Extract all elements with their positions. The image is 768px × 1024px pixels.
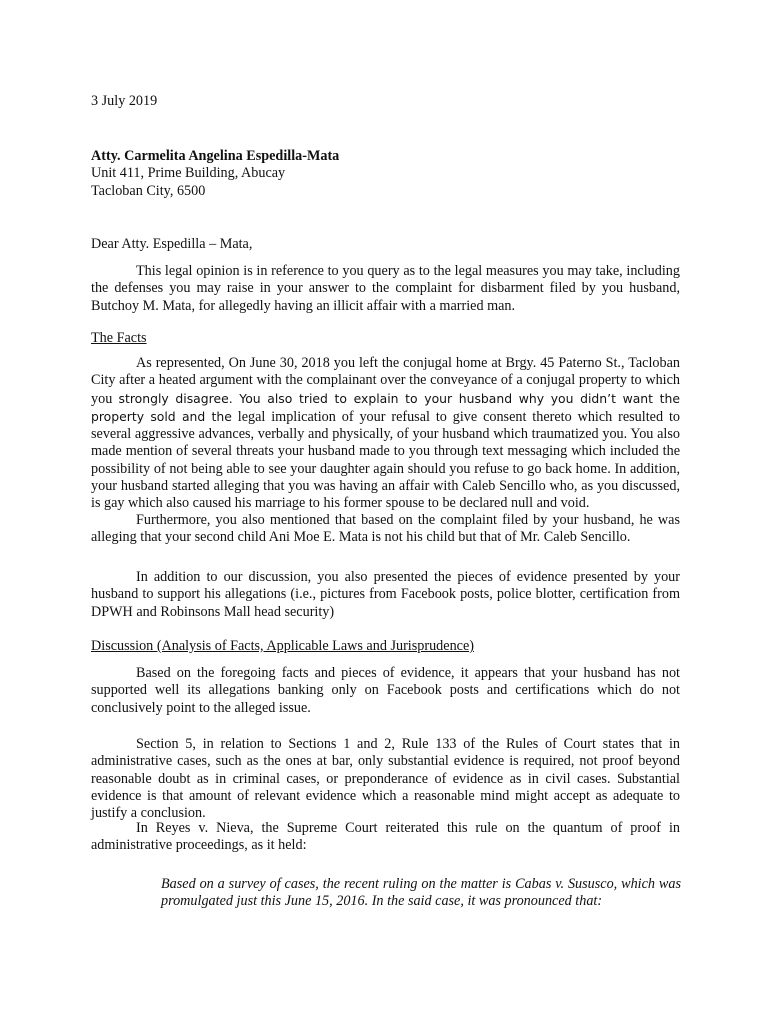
- recipient-address-line1: Unit 411, Prime Building, Abucay: [91, 165, 286, 182]
- discussion-paragraph-1: Based on the foregoing facts and pieces of evidence, it appears that your husband has not supported well its allegations banking only on Facebook posts and certifications which do not conclusively point to the alleged issue.: [91, 665, 680, 716]
- block-quote: Based on a survey of cases, the recent ruling on the matter is Cabas v. Sususco, which was promulgated just this June 15, 2016. In the said case, it was pronounced that:: [161, 876, 681, 910]
- discussion-heading: [91, 638, 680, 655]
- facts-heading-text: The Facts: [91, 330, 147, 346]
- discussion-heading-text: Discussion (Analysis of Facts, Applicable Laws and Jurisprudence): [91, 638, 474, 654]
- facts-paragraph-3: In addition to our discussion, you also presented the pieces of evidence presented by your husband to support his allegations (i.e., pictures from Facebook posts, police blotter, certification from DPWH and Robinsons Mall head security): [91, 569, 680, 620]
- facts-heading: [91, 330, 680, 347]
- discussion-paragraph-2: Section 5, in relation to Sections 1 and 2, Rule 133 of the Rules of Court states that in administrative cases, such as the ones at bar, only substantial evidence is required, not proof beyond reasonable doubt as in criminal cases, or preponderance of evidence as in civil cases. Substantial evidence is that amount of relevant evidence which a reasonable mind might accept as adequate to justify a conclusion.: [91, 736, 680, 822]
- recipient-address-line2: Tacloban City, 6500: [91, 182, 206, 199]
- facts-paragraph-1: [91, 355, 680, 513]
- facts-paragraph-1-part3: legal implication of your refusal to give consent thereto which resulted to several aggressive advances, verbally and physically, of your husband which traumatized you. You also made mention of several threats your husband made to you through text messaging which included the possibility of not being able to see your daughter again should you refuse to go back home. In addition, your husband started alleging that you was having an affair with Caleb Sencillo who, as you discussed, is gay which also caused his marriage to his former spouse to be declared null and void.: [91, 408, 680, 512]
- facts-paragraph-1-part1: As represented, On June 30, 2018 you left the conjugal home at Brgy. 45 Paterno St., Tacloban City after a heated argument with the complainant over the conveyance of a conjugal property to which you: [91, 355, 680, 407]
- letter-date: 3 July 2019: [91, 93, 158, 109]
- discussion-paragraph-3: In Reyes v. Nieva, the Supreme Court reiterated this rule on the quantum of proof in administrative proceedings, as it held:: [91, 820, 680, 854]
- facts-paragraph-2: Furthermore, you also mentioned that based on the complaint filed by your husband, he was alleging that your second child Ani Moe E. Mata is not his child but that of Mr. Caleb Sencillo.: [91, 512, 680, 546]
- recipient-name: Atty. Carmelita Angelina Espedilla-Mata: [91, 148, 340, 164]
- recipient-block: [91, 148, 680, 200]
- salutation: Dear Atty. Espedilla – Mata,: [91, 236, 253, 252]
- intro-paragraph: This legal opinion is in reference to you query as to the legal measures you may take, including the defenses you may raise in your answer to the complaint for disbarment filed by you husband, Butchoy M. Mata, for allegedly having an illicit affair with a married man.: [91, 263, 680, 314]
- facts-paragraph-1-part2: strongly disagree. You also tried to explain to your husband why you didn’t want the property sold and the: [91, 390, 681, 424]
